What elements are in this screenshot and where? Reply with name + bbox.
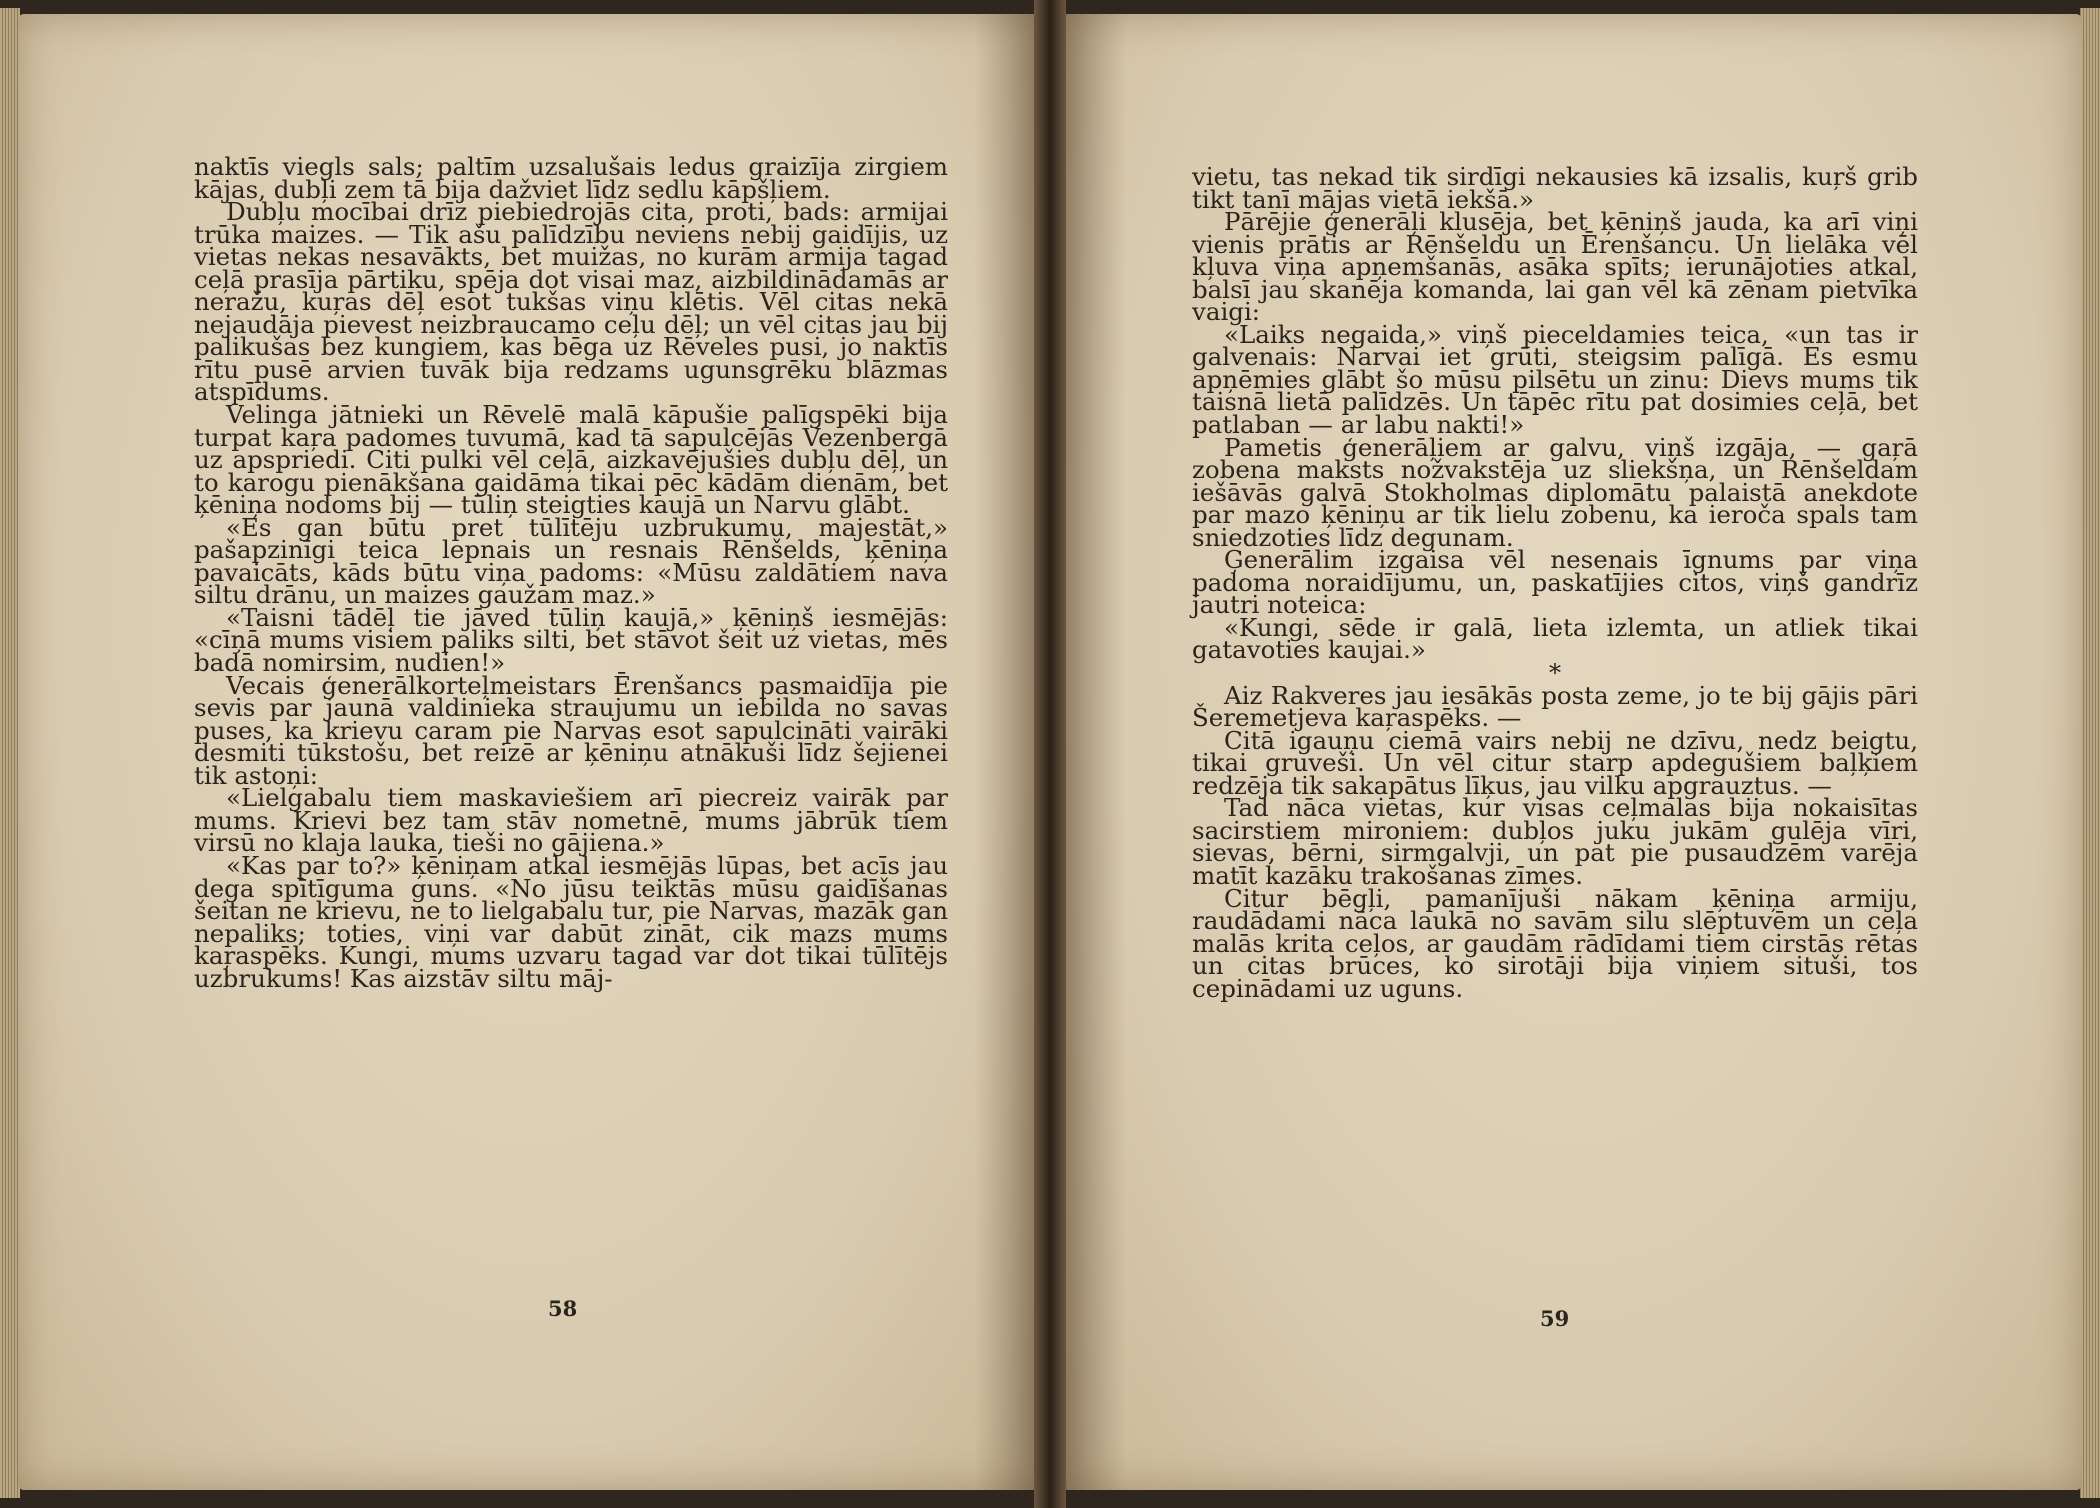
right-page-text (1192, 162, 1918, 1003)
paragraph: «Kas par to?» ķēniņam atkal iesmējās lūpas, bet acīs jau dega spītīguma guns. «No jūsu teiktās mūsu gaidīšanas šeitan ne krievu, ne to lielgabalu tur, pie Narvas, mazāk gan nepaliks; toties, viņi var dabūt zināt, cik mazs mums kaŗaspēks. Kungi, mums uzvaru tagad var dot tikai tūlītējs uzbrukums! Kas aizstāv siltu māj- (194, 850, 948, 993)
paragraph: Citur bēgļi, pamanījuši nākam ķēniņa armiju, raudādami nāca laukā no savām silu slēptuvēm un ceļa malās krita ceļos, ar gaudām rādīdami tiem cirstās rētas un citas brūces, ko sirotāji bija viņiem situši, tos cepinādami uz uguns. (1192, 883, 1918, 1003)
paragraph: «Lielgabalu tiem maskaviešiem arī piecreiz vairāk par mums. Krievi bez tam stāv nometnē, mums jābrūk tiem virsū no klaja lauka, tieši no gājiena.» (194, 783, 948, 858)
paragraph: Velinga jātnieki un Rēvelē malā kāpušie palīgspēki bija turpat kaŗa padomes tuvumā, kad tā sapulcējās Vezenbergā uz apspriedi. Citi pulki vēl ceļā, aizkavējušies dubļu dēļ, un to karogu pienākšana gaidāma tikai pēc kādām dienām, bet ķēniņa nodoms bij — tūliņ steigties kaujā un Narvu glābt. (194, 400, 948, 520)
section-separator: * (1548, 658, 1562, 688)
page-number-right: 59 (1540, 1306, 1570, 1331)
paragraph: «Taisni tādēļ tie jāved tūliņ kaujā,» ķēniņš iesmējās: «cīņā mums visiem paliks silti, bet stāvot šeit uz vietas, mēs badā nomirsim, nudien!» (194, 602, 948, 678)
page-number-left: 58 (548, 1296, 578, 1321)
page-edges-right (2080, 8, 2100, 1498)
paragraph: Vecais ģenerālkorteļmeistars Ērenšancs pasmaidīja pie sevis par jaunā valdinieka straujumu un iebilda no savas puses, ka krievu caram pie Narvas esot sapulcināti vairāki desmiti tūkstošu, bet reizē ar ķēniņu atnākuši līdz šejienei tik astoņi: (194, 670, 948, 790)
paragraph: naktīs viegls sals; paltīm uzsalušais ledus graizīja zirgiem kājas, dubļi zem tā bija dažviet līdz sedlu kāpšļiem. (194, 152, 948, 204)
book-gutter (1034, 0, 1066, 1508)
left-page-text (194, 152, 948, 993)
paragraph: «Es gan būtu pret tūlītēju uzbrukumu, majestāt,» pašapzinīgi teica lepnais un resnais Rēnšelds, ķēniņa pavaicāts, kāds būtu viņa padoms: «Mūsu zaldātiem nava siltu drānu, un maizes gaužam maz.» (194, 512, 948, 610)
paragraph: Pārējie ģenerāļi klusēja, bet ķēniņš jauda, ka arī viņi vienis prātis ar Rēnšeldu un Ērenšancu. Un lielāka vēl kļuva viņa apņemšanās, asāka spīts; ierunājoties atkal, balsī jau skanēja komanda, lai gan vēl kā zēnam pietvīka vaigi: (1192, 207, 1918, 327)
right-page (1066, 14, 2082, 1490)
paragraph: Pametis ģenerāļiem ar galvu, viņš izgāja, — gaŗā zobena maksts nožvakstēja uz sliekšņa, un Rēnšeldam iešāvās galvā Stokholmas diplomātu palaistā anekdote par mazo ķēniņu ar tik lielu zobenu, ka ieroča spals tam sniedzoties līdz degunam. (1192, 432, 1918, 552)
paragraph: vietu, tas nekad tik sirdīgi nekausies kā izsalis, kuŗš grib tikt tanī mājas vietā iekšā.» (1192, 162, 1918, 214)
left-page (18, 14, 1034, 1490)
paragraph: «Laiks negaida,» viņš pieceldamies teica, «un tas ir galvenais: Narvai iet grūti, steigsim palīgā. Es esmu apņēmies glābt šo mūsu pilsētu un zinu: Dievs mums tik taisnā lietā palīdzēs. Un tāpēc rītu pat dosimies ceļā, bet patlaban — ar labu nakti!» (1192, 319, 1918, 440)
paragraph: Aiz Rakveres jau iesākās posta zeme, jo te bij gājis pāri Šeremetjeva kaŗaspēks. — (1192, 680, 1918, 733)
paragraph: Citā igauņu ciemā vairs nebij ne dzīvu, nedz beigtu, tikai gruveši. Un vēl citur starp apdegušiem baļķiem redzēja tik sakapātus līķus, jau vilku apgrauztus. — (1192, 725, 1918, 800)
paragraph: «Kungi, sēde ir galā, lieta izlemta, un atliek tikai gatavoties kaujai.» (1192, 612, 1918, 665)
paragraph: Dubļu mocībai drīz piebiedrojās cita, proti, bads: armijai trūka maizes. — Tik ašu palīdzību neviens nebij gaidījis, uz vietas nekas nesavākts, bet muižas, no kurām armija tagad ceļā prasīja pārtiku, spēja dot visai maz, aizbildinādamās ar neražu, kuŗas dēļ esot tukšas viņu klētis. Vēl citas nekā nejaudāja pievest neizbraucamo ceļu dēļ; un vēl citas jau bij palikušas bez kungiem, kas bēga uz Rēveles pusi, jo naktīs rītu pusē arvien tuvāk bija redzams ugunsgrēku blāzmas atspīdums. (194, 197, 948, 407)
page-edges-left (0, 8, 20, 1498)
paragraph: Ģenerālim izgaisa vēl nesenais īgnums par viņa padoma noraidījumu, un, paskatījies citos, viņš gandrīz jautri noteica: (1192, 545, 1918, 620)
paragraph: Tad nāca vietas, kur visas ceļmalas bija nokaisītas sacirstiem mironiem: dubļos juku jukām gulēja vīri, sievas, bērni, sirmgalvji, un pat pie pusaudzēm varēja matīt kazāku trakošanas zīmes. (1192, 793, 1918, 890)
